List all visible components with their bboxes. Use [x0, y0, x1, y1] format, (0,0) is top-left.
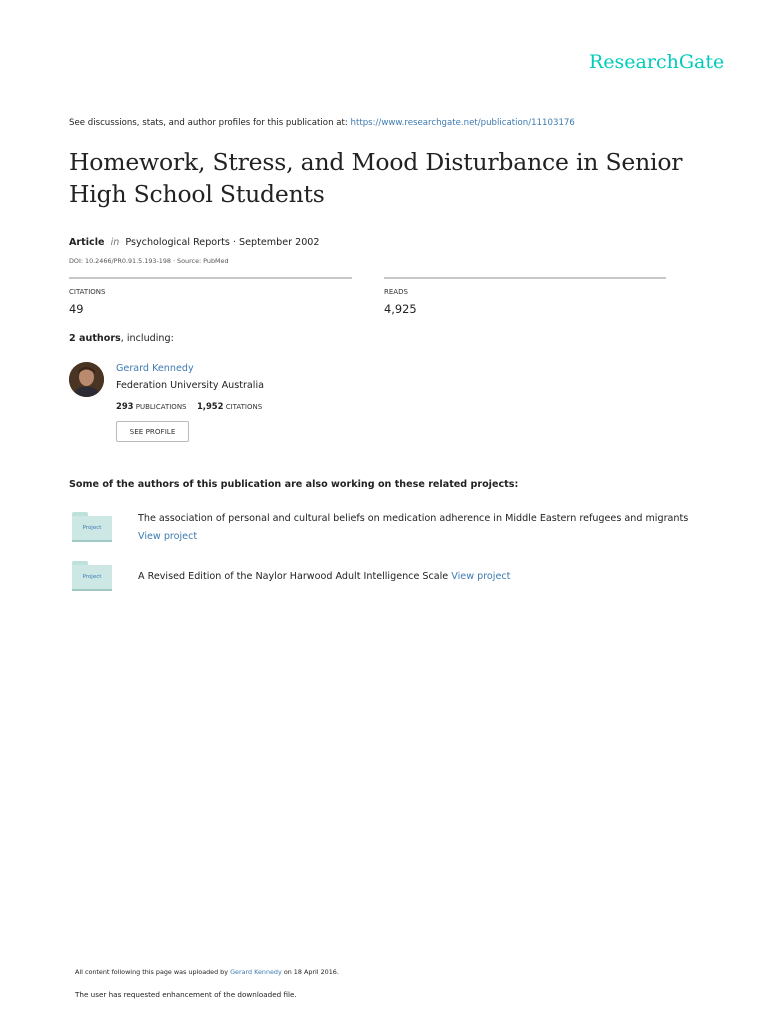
author-institution: Federation University Australia [116, 380, 265, 391]
author-citations-count: 1,952 [196, 401, 224, 411]
author-publications-label: PUBLICATIONS [135, 403, 187, 411]
project-item-2-view-link[interactable]: View project [451, 571, 511, 582]
project-icon-label: Project [72, 565, 112, 591]
reads-value: 4,925 [384, 302, 417, 316]
publication-url-link[interactable]: https://www.researchgate.net/publication/11103176 [350, 118, 575, 128]
citations-divider [69, 277, 352, 279]
citations-value: 49 [69, 302, 84, 316]
doi-source: DOI: 10.2466/PR0.91.5.193-198 · Source: PubMed [69, 257, 229, 265]
publication-meta [69, 237, 320, 248]
related-projects-heading: Some of the authors of this publication are also working on these related projects: [69, 479, 519, 490]
project-item-1-view-link[interactable]: View project [138, 531, 198, 542]
upload-prefix: All content following this page was uploaded by [75, 968, 231, 976]
upload-note [75, 968, 339, 976]
uploader-link[interactable]: Gerard Kennedy [230, 968, 282, 976]
authors-count-rest: , including: [120, 333, 174, 344]
author-publications-count: 293 [116, 401, 134, 411]
author-avatar[interactable] [69, 362, 104, 397]
author-stats [116, 401, 262, 411]
author-name-link[interactable]: Gerard Kennedy [116, 363, 194, 374]
upload-suffix: on 18 April 2016. [281, 968, 339, 976]
reads-label: READS [384, 288, 408, 296]
project-item-1-title: The association of personal and cultural beliefs on medication adherence in Middle Eastern refugees and migrants [138, 513, 689, 524]
authors-count [69, 333, 174, 344]
journal-date: Psychological Reports · September 2002 [125, 237, 320, 248]
citations-label: CITATIONS [69, 288, 106, 296]
authors-count-bold: 2 authors [69, 333, 121, 344]
project-item-2-title: A Revised Edition of the Naylor Harwood Adult Intelligence Scale [138, 571, 449, 582]
enhancement-note: The user has requested enhancement of the downloaded file. [75, 990, 297, 999]
see-discussions-text: See discussions, stats, and author profiles for this publication at: [69, 118, 351, 128]
in-word: in [110, 237, 120, 248]
project-folder-icon[interactable] [72, 561, 112, 590]
author-citations-label: CITATIONS [225, 403, 263, 411]
avatar-portrait-icon [69, 362, 104, 397]
researchgate-logo[interactable]: ResearchGate [589, 51, 725, 73]
see-profile-button[interactable]: SEE PROFILE [116, 421, 189, 442]
publication-type: Article [69, 237, 105, 248]
project-folder-icon[interactable] [72, 512, 112, 541]
see-discussions-line [69, 118, 575, 128]
project-item-2 [138, 571, 510, 582]
publication-title: Homework, Stress, and Mood Disturbance in Senior High School Students [69, 148, 683, 208]
project-icon-label: Project [72, 516, 112, 542]
reads-divider [384, 277, 666, 279]
